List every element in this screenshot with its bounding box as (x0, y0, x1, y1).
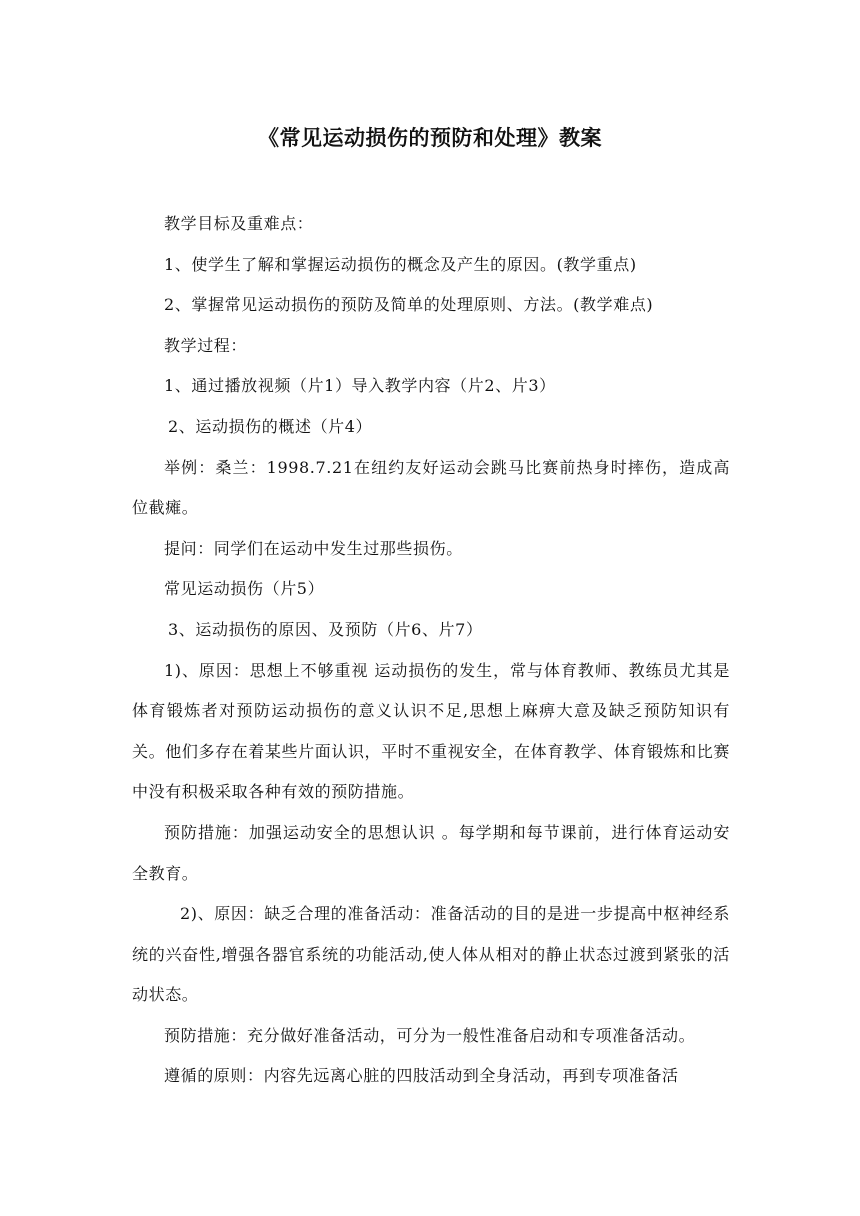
principles-paragraph: 遵循的原则：内容先远离心脏的四肢活动到全身活动，再到专项准备活 (164, 1066, 679, 1086)
common-injuries-line: 常见运动损伤（片5） (164, 579, 325, 599)
document-body (132, 204, 730, 1097)
example-paragraph: 举例：桑兰：1998.7.21在纽约友好运动会跳马比赛前热身时摔伤，造成高位截瘫。 (132, 457, 730, 518)
section-heading-objectives: 教学目标及重难点： (164, 214, 314, 233)
objective-item-1: 1、使学生了解和掌握运动损伤的概念及产生的原因。(教学重点) (164, 254, 637, 274)
objective-item-2: 2、掌握常见运动损伤的预防及简单的处理原则、方法。(教学难点) (164, 295, 654, 315)
process-step-3: 3、运动损伤的原因、及预防（片6、片7） (168, 619, 483, 639)
process-step-2: 2、运动损伤的概述（片4） (168, 416, 373, 436)
process-step-1: 1、通过播放视频（片1）导入教学内容（片2、片3） (164, 376, 556, 396)
question-paragraph: 提问：同学们在运动中发生过那些损伤。 (164, 538, 463, 558)
cause-2-paragraph: 2)、原因：缺乏合理的准备活动：准备活动的目的是进一步提高中枢神经系统的兴奋性,增强各器官系统的功能活动,使人体从相对的静止状态过渡到紧张的活动状态。 (132, 904, 730, 1005)
prevention-2-paragraph: 预防措施：充分做好准备活动，可分为一般性准备启动和专项准备活动。 (164, 1025, 696, 1045)
prevention-1-paragraph: 预防措施：加强运动安全的思想认识 。每学期和每节课前，进行体育运动安全教育。 (132, 822, 730, 883)
cause-1-paragraph: 1)、原因：思想上不够重视 运动损伤的发生，常与体育教师、教练员尤其是体育锻炼者对预防运动损伤的意义认识不足,思想上麻痹大意及缺乏预防知识有关。他们多存在着某些片面认识，平时不重视安全，在体育教学、体育锻炼和比赛中没有积极采取各种有效的预防措施。 (132, 660, 730, 802)
document-title: 《常见运动损伤的预防和处理》教案 (258, 125, 602, 150)
section-heading-process: 教学过程： (164, 335, 248, 355)
